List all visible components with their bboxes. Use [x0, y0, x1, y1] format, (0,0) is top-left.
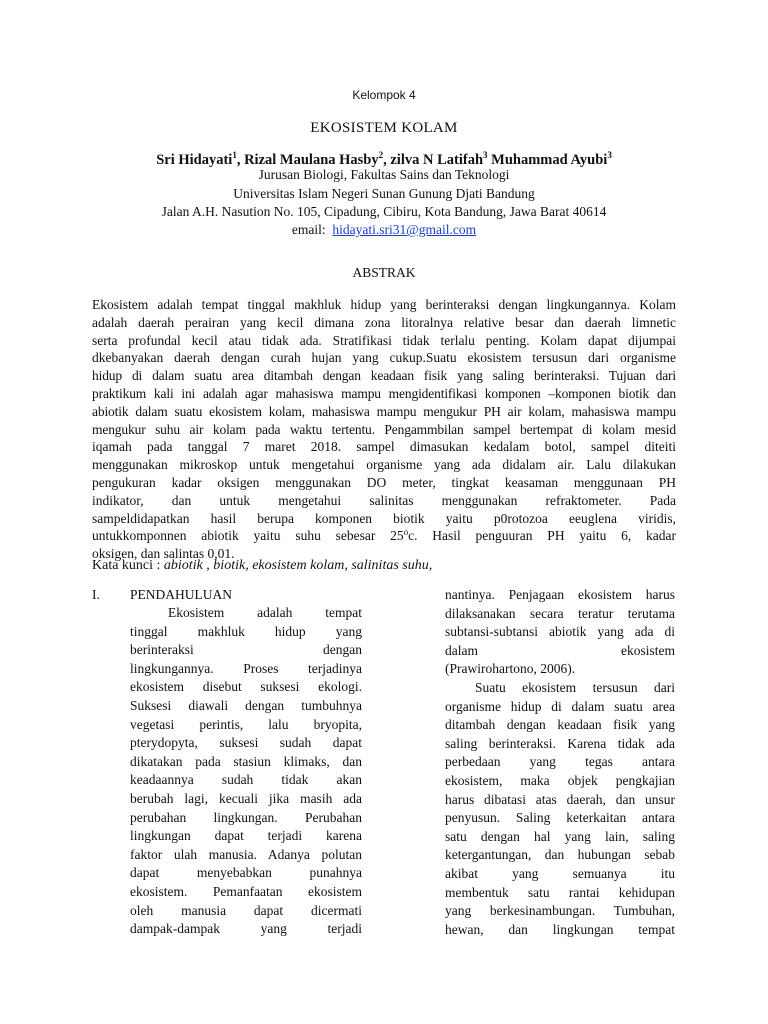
- abstract-text: untukkomponnen abiotik yaitu suhu sebesar 25: [92, 528, 404, 544]
- address: Jalan A.H. Nasution No. 105, Cipadung, Cibiru, Kota Bandung, Jawa Barat 40614: [161, 204, 607, 219]
- body-line: Ekosistem adalah tempat: [168, 605, 362, 620]
- body-line: keadaannya sudah tidak akan: [130, 772, 362, 788]
- body-line: subtansi-subtansi abiotik yang ada di: [445, 624, 675, 640]
- body-line: hewan, dan lingkungan tempat: [445, 921, 675, 937]
- abstract-line: oksigen, dan salintas 0,01.: [92, 546, 235, 562]
- body-line: pterydopyta, suksesi sudah dapat: [130, 735, 362, 751]
- author-name: Muhammad Ayubi: [491, 152, 608, 168]
- affiliation-mark: 2: [378, 150, 384, 160]
- abstract-line: pengukuran kadar oksigen menggunakan DO meter, tingkat keasaman menggunaan PH: [92, 474, 676, 490]
- affiliation-mark: 3: [607, 150, 612, 160]
- body-line: ekosistem. Pemanfaatan ekosistem: [130, 883, 362, 899]
- right-column: [445, 586, 675, 939]
- body-line: vegetasi perintis, lalu bryopita,: [130, 716, 362, 732]
- body-line: lingkungan dapat terjadi karena: [130, 828, 362, 844]
- body-line: satu dengan hal yang lain, saling: [445, 828, 675, 844]
- abstract-body: [92, 296, 676, 563]
- abstract-line: dkebanyakan daerah dengan curah hujan yang cukup.Suatu ekosistem tersusun dari organisme: [92, 350, 676, 366]
- author-name: Sri Hidayati: [156, 152, 233, 168]
- department: Jurusan Biologi, Fakultas Sains dan Teknologi: [258, 167, 510, 182]
- abstract-line: iqamah pada tanggal 7 maret 2018. sampel dimasukan kedalam botol, sampel diteiti: [92, 439, 676, 455]
- abstract-line: [92, 527, 676, 545]
- keywords-label: Kata kunci :: [92, 558, 164, 573]
- email-label: email:: [291, 222, 326, 237]
- body-line: Suksesi diawali dengan tumbuhnya: [130, 697, 362, 713]
- body-line: dalam ekosistem: [445, 642, 675, 658]
- degree-mark: o: [403, 527, 409, 538]
- body-line: harus dibatasi atas daerah, dan unsur: [445, 791, 675, 807]
- affiliation-mark: 1: [232, 150, 237, 160]
- keywords-terms: abiotik , biotik, ekosistem kolam, salinitas suhu,: [163, 558, 433, 573]
- affiliation-mark: 3: [483, 150, 488, 160]
- author-list: Sri Hidayati$^1$, Rizal Maulana Hasby$^2$, zilva N Latifah$^3$ Muhammad Ayubi$^3$: [156, 150, 612, 168]
- section-heading: PENDAHULUAN: [130, 587, 232, 602]
- abstract-line: sampeldidapatkan hasil berupa komponen biotik yaitu p0rotozoa eeuglena viridis,: [92, 510, 676, 526]
- abstract-line: menggunakan mikroskop untuk mengetahui organisme yang ada didalam air. Lalu dilakukan: [92, 457, 676, 473]
- body-line: perbedaan yang tegas antara: [445, 754, 675, 770]
- body-line: saling berinteraksi. Karena tidak ada: [445, 735, 675, 751]
- body-line: Suatu ekosistem tersusun dari: [475, 679, 675, 695]
- body-line: membentuk satu rantai kehidupan: [445, 884, 675, 900]
- body-line: ekosistem, maka objek pengkajian: [445, 772, 675, 788]
- body-line: dikatakan pada stasiun klimaks, dan: [130, 753, 362, 769]
- body-line: dapat menyebabkan punahnya: [130, 865, 362, 881]
- body-line: berubah lagi, kecuali jika masih ada: [130, 790, 362, 806]
- body-line: organisme hidup di dalam suatu area: [445, 698, 675, 714]
- left-column: [130, 604, 362, 939]
- body-line: ketergantungan, dan hubungan sebab: [445, 847, 675, 863]
- email-link[interactable]: hidayati.sri31@gmail.com: [332, 222, 477, 237]
- abstract-line: adalah daerah perairan yang kecil dimana zona litoralnya relative besar dan daerah limnetic: [92, 314, 676, 330]
- body-line: tinggal makhluk hidup yang: [130, 623, 362, 639]
- section-number: I.: [92, 587, 100, 602]
- body-line: oleh manusia dapat dicermati: [130, 902, 362, 918]
- email-line: [0, 221, 768, 239]
- abstract-heading: ABSTRAK: [352, 265, 416, 280]
- abstract-line: praktikum kali ini adalah agar mahasiswa mampu mengidentifikasi komponen –komponen biotik dan: [92, 385, 676, 401]
- abstract-line: serta profundal kecil atau tidak ada. Stratifikasi tidak terlalu penting. Kolam dapat dijumpai: [92, 332, 676, 348]
- body-line: ekosistem disebut suksesi ekologi.: [130, 679, 362, 695]
- body-line: lingkungannya. Proses terjadinya: [130, 660, 362, 676]
- abstract-text: c. Hasil penguuran PH yaitu 6, kadar: [408, 528, 677, 544]
- body-line: penyusun. Saling keterkaitan antara: [445, 810, 675, 826]
- body-line: dampak-dampak yang terjadi: [130, 921, 362, 937]
- abstract-line: Ekosistem adalah tempat tinggal makhluk hidup yang berinteraksi dengan lingkungannya. Kolam: [92, 297, 676, 312]
- group-label: Kelompok 4: [352, 88, 416, 102]
- abstract-line: indikator, dan untuk mengetahui salinitas menggunakan refraktometer. Pada: [92, 492, 676, 508]
- author-name: zilva N Latifah: [390, 152, 484, 168]
- paper-title: EKOSISTEM KOLAM: [310, 120, 458, 136]
- body-line: nantinya. Penjagaan ekosistem harus: [445, 587, 675, 602]
- body-line: yang berkesinambungan. Tumbuhan,: [445, 903, 675, 919]
- body-line: ditambah dengan keadaan fisik yang: [445, 717, 675, 733]
- body-line: perubahan lingkungan. Perubahan: [130, 809, 362, 825]
- body-line: (Prawirohartono, 2006).: [445, 661, 576, 677]
- body-line: dilaksanakan secara teratur terutama: [445, 605, 675, 621]
- body-line: akibat yang semuanya itu: [445, 865, 675, 881]
- university: Universitas Islam Negeri Sunan Gunung Djati Bandung: [233, 186, 535, 201]
- author-name: Rizal Maulana Hasby: [244, 152, 379, 168]
- body-line: faktor ulah manusia. Adanya polutan: [130, 846, 362, 862]
- body-line: berinteraksi dengan: [130, 642, 362, 658]
- keywords: [92, 558, 432, 574]
- abstract-line: abiotik dalam suatu ekosistem kolam, mahasiswa mampu mengukur PH air kolam, mahasiswa mampu: [92, 403, 676, 419]
- abstract-line: hidup di dalam suatu area ditambah dengan keadaan fisik yang saling berinteraksi. Tujuan dari: [92, 368, 676, 384]
- abstract-line: mengukur suhu air kolam pada waktu tertentu. Pengammbilan sampel bertempat di kolam mesid: [92, 421, 676, 437]
